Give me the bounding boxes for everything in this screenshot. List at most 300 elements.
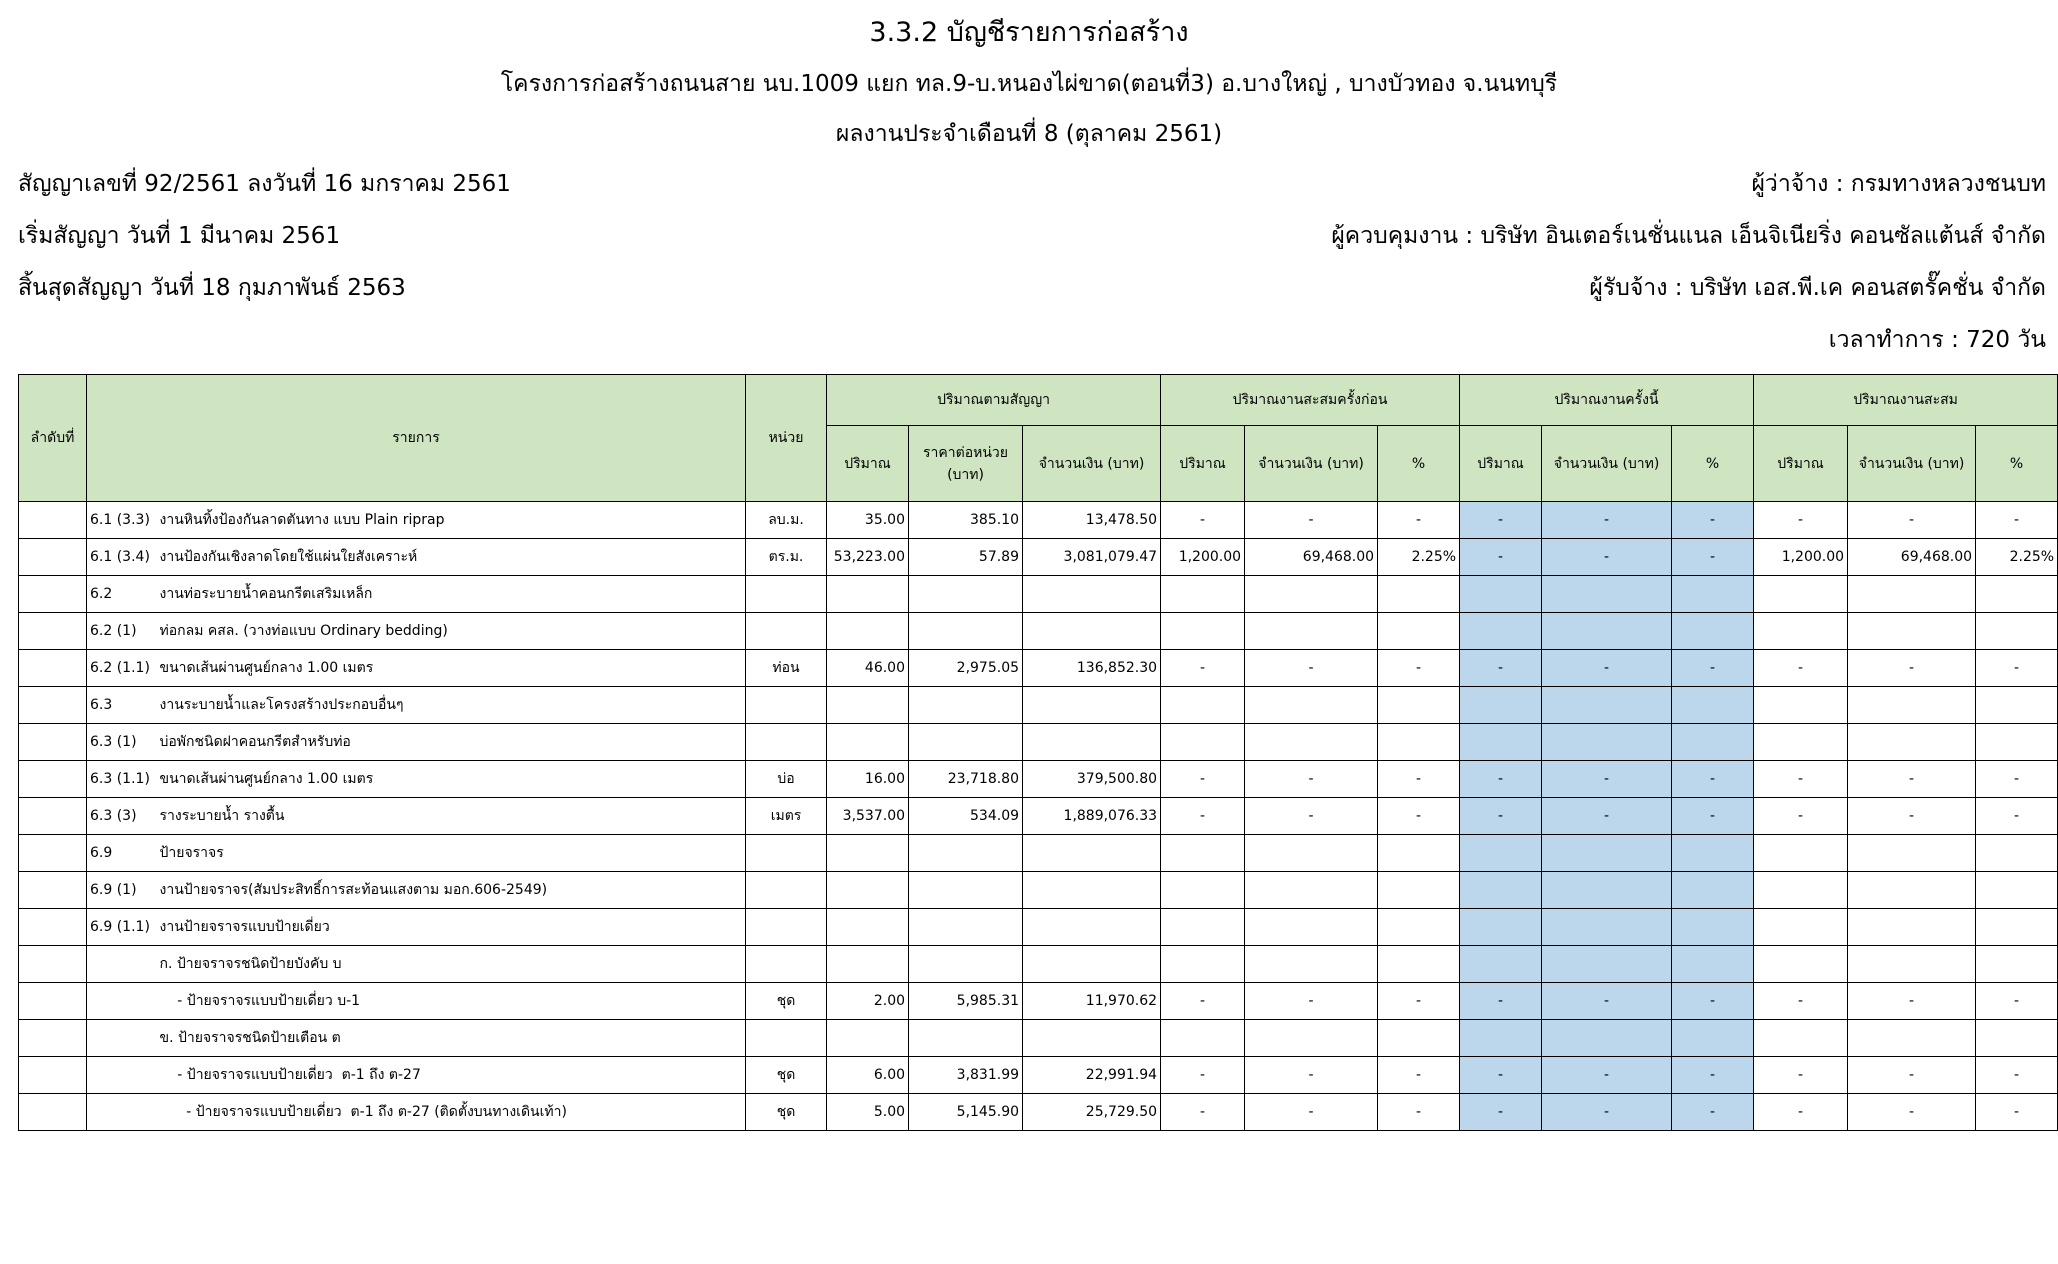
cell-s-amt (1848, 835, 1976, 872)
cell-code: 6.1 (3.4) (87, 539, 157, 576)
cell-qty (827, 872, 909, 909)
cell-c-qty (1460, 613, 1542, 650)
table-row (19, 761, 2058, 798)
cell-s-pct (1976, 872, 2058, 909)
cell-price (909, 946, 1023, 983)
cell-s-amt (1848, 872, 1976, 909)
cell-qty: 2.00 (827, 983, 909, 1020)
cell-s-qty (1754, 909, 1848, 946)
cell-unit (746, 613, 827, 650)
cell-c-amt (1542, 835, 1672, 872)
cell-c-amt (1542, 613, 1672, 650)
cell-amount: 25,729.50 (1023, 1094, 1161, 1131)
header-contract: ปริมาณตามสัญญา (827, 375, 1161, 426)
cell-p-qty (1161, 909, 1245, 946)
cell-p-qty: - (1161, 983, 1245, 1020)
cell-s-qty: 1,200.00 (1754, 539, 1848, 576)
cell-s-amt: - (1848, 650, 1976, 687)
cell-p-pct (1378, 1020, 1460, 1057)
cell-c-pct: - (1672, 1057, 1754, 1094)
cell-seq (19, 1094, 87, 1131)
cell-p-pct: 2.25% (1378, 539, 1460, 576)
cell-s-qty: - (1754, 1057, 1848, 1094)
header-unit: หน่วย (746, 375, 827, 502)
cell-p-pct: - (1378, 761, 1460, 798)
table-row (19, 576, 2058, 613)
cell-c-amt: - (1542, 502, 1672, 539)
cell-s-amt (1848, 687, 1976, 724)
cell-amount: 22,991.94 (1023, 1057, 1161, 1094)
cell-c-pct: - (1672, 539, 1754, 576)
table-row (19, 724, 2058, 761)
cell-desc: ขนาดเส้นผ่านศูนย์กลาง 1.00 เมตร (157, 650, 746, 687)
cell-code (87, 1057, 157, 1094)
cell-p-qty: 1,200.00 (1161, 539, 1245, 576)
cell-seq (19, 502, 87, 539)
table-row (19, 1094, 2058, 1131)
cell-seq (19, 798, 87, 835)
cell-seq (19, 650, 87, 687)
cell-price (909, 1020, 1023, 1057)
cell-c-qty: - (1460, 761, 1542, 798)
cell-p-amt (1245, 909, 1378, 946)
cell-p-amt: - (1245, 502, 1378, 539)
cell-unit: ชุด (746, 1057, 827, 1094)
cell-s-qty (1754, 687, 1848, 724)
cell-amount (1023, 687, 1161, 724)
cell-code: 6.9 (87, 835, 157, 872)
cell-price (909, 613, 1023, 650)
cell-unit (746, 1020, 827, 1057)
cell-price: 3,831.99 (909, 1057, 1023, 1094)
cell-seq (19, 687, 87, 724)
cell-s-pct: - (1976, 502, 2058, 539)
header-current: ปริมาณงานครั้งนี้ (1460, 375, 1754, 426)
cell-unit: เมตร (746, 798, 827, 835)
cell-p-pct: - (1378, 502, 1460, 539)
cell-s-qty (1754, 576, 1848, 613)
cell-desc: รางระบายน้ำ รางตื้น (157, 798, 746, 835)
cell-s-pct: - (1976, 983, 2058, 1020)
cell-c-pct (1672, 872, 1754, 909)
cell-price (909, 835, 1023, 872)
cell-p-amt (1245, 835, 1378, 872)
cell-desc: บ่อพักชนิดฝาคอนกรีตสำหรับท่อ (157, 724, 746, 761)
cell-c-pct: - (1672, 502, 1754, 539)
cell-unit (746, 909, 827, 946)
cell-c-pct: - (1672, 1094, 1754, 1131)
cell-qty: 6.00 (827, 1057, 909, 1094)
cell-s-pct (1976, 835, 2058, 872)
cell-unit (746, 576, 827, 613)
table-body (19, 502, 2058, 1131)
cell-s-amt: - (1848, 502, 1976, 539)
header-cumulative-qty: ปริมาณ (1754, 426, 1848, 502)
cell-desc: ข. ป้ายจราจรชนิดป้ายเตือน ต (157, 1020, 746, 1057)
cell-unit: ชุด (746, 983, 827, 1020)
cell-p-pct: - (1378, 983, 1460, 1020)
cell-s-pct (1976, 613, 2058, 650)
header-previous-qty: ปริมาณ (1161, 426, 1245, 502)
cell-c-qty (1460, 687, 1542, 724)
cell-c-pct (1672, 835, 1754, 872)
cell-code: 6.9 (1) (87, 872, 157, 909)
table-row (19, 650, 2058, 687)
table-row (19, 946, 2058, 983)
cell-s-amt: - (1848, 983, 1976, 1020)
table-row (19, 983, 2058, 1020)
cell-price (909, 872, 1023, 909)
cell-c-qty: - (1460, 539, 1542, 576)
cell-qty (827, 835, 909, 872)
cell-c-pct (1672, 909, 1754, 946)
cell-p-amt (1245, 872, 1378, 909)
cell-unit: ชุด (746, 1094, 827, 1131)
cell-p-amt (1245, 687, 1378, 724)
cell-c-qty (1460, 1020, 1542, 1057)
cell-qty (827, 946, 909, 983)
cell-p-pct: - (1378, 650, 1460, 687)
cell-c-amt: - (1542, 798, 1672, 835)
cell-p-amt (1245, 1020, 1378, 1057)
cell-qty: 35.00 (827, 502, 909, 539)
cell-p-amt (1245, 946, 1378, 983)
construction-items-table (18, 374, 2058, 1131)
cell-c-qty (1460, 946, 1542, 983)
cell-c-amt (1542, 687, 1672, 724)
cell-p-qty (1161, 687, 1245, 724)
cell-desc: - ป้ายจราจรแบบป้ายเดี่ยว ต-1 ถึง ต-27 (157, 1057, 746, 1094)
cell-s-amt (1848, 724, 1976, 761)
cell-p-pct (1378, 946, 1460, 983)
cell-qty (827, 724, 909, 761)
cell-s-qty: - (1754, 1094, 1848, 1131)
cell-code: 6.2 (87, 576, 157, 613)
cell-code (87, 983, 157, 1020)
cell-c-amt: - (1542, 1094, 1672, 1131)
cell-c-amt (1542, 724, 1672, 761)
cell-s-amt (1848, 613, 1976, 650)
cell-s-qty (1754, 835, 1848, 872)
cell-code: 6.1 (3.3) (87, 502, 157, 539)
cell-p-qty (1161, 946, 1245, 983)
cell-desc: งานระบายน้ำและโครงสร้างประกอบอื่นๆ (157, 687, 746, 724)
cell-qty (827, 576, 909, 613)
page-title: 3.3.2 บัญชีรายการก่อสร้าง (869, 17, 1189, 48)
cell-s-qty: - (1754, 650, 1848, 687)
cell-s-qty: - (1754, 502, 1848, 539)
cell-c-pct (1672, 1020, 1754, 1057)
cell-s-qty: - (1754, 798, 1848, 835)
cell-desc: งานป้องกันเชิงลาดโดยใช้แผ่นใยสังเคราะห์ (157, 539, 746, 576)
cell-qty (827, 909, 909, 946)
cell-p-amt: - (1245, 761, 1378, 798)
cell-qty: 46.00 (827, 650, 909, 687)
header-unit-price: ราคาต่อหน่วย (บาท) (909, 426, 1023, 502)
cell-p-pct (1378, 576, 1460, 613)
cell-p-qty (1161, 872, 1245, 909)
cell-c-amt (1542, 872, 1672, 909)
cell-s-qty: - (1754, 761, 1848, 798)
cell-c-qty: - (1460, 1094, 1542, 1131)
cell-p-pct (1378, 835, 1460, 872)
cell-price (909, 687, 1023, 724)
cell-seq (19, 946, 87, 983)
cell-s-amt: - (1848, 798, 1976, 835)
cell-c-pct (1672, 946, 1754, 983)
report-period: ผลงานประจำเดือนที่ 8 (ตุลาคม 2561) (835, 121, 1223, 147)
cell-p-qty: - (1161, 1057, 1245, 1094)
cell-s-amt: - (1848, 761, 1976, 798)
cell-qty: 5.00 (827, 1094, 909, 1131)
cell-code: 6.3 (87, 687, 157, 724)
cell-amount: 379,500.80 (1023, 761, 1161, 798)
cell-c-qty: - (1460, 1057, 1542, 1094)
cell-s-qty (1754, 613, 1848, 650)
header-cumulative: ปริมาณงานสะสม (1754, 375, 2058, 426)
contract-end: สิ้นสุดสัญญา วันที่ 18 กุมภาพันธ์ 2563 (18, 275, 406, 301)
cell-desc: - ป้ายจราจรแบบป้ายเดี่ยว บ-1 (157, 983, 746, 1020)
cell-s-qty: - (1754, 983, 1848, 1020)
cell-s-amt: - (1848, 1057, 1976, 1094)
cell-p-qty (1161, 724, 1245, 761)
cell-desc: งานป้ายจราจรแบบป้ายเดี่ยว (157, 909, 746, 946)
cell-c-amt: - (1542, 761, 1672, 798)
cell-code (87, 946, 157, 983)
cell-s-pct (1976, 909, 2058, 946)
cell-qty (827, 687, 909, 724)
cell-s-pct (1976, 687, 2058, 724)
contract-start: เริ่มสัญญา วันที่ 1 มีนาคม 2561 (18, 223, 341, 249)
cell-c-amt (1542, 946, 1672, 983)
cell-amount (1023, 613, 1161, 650)
cell-s-amt (1848, 946, 1976, 983)
cell-amount: 13,478.50 (1023, 502, 1161, 539)
cell-qty (827, 1020, 909, 1057)
cell-amount (1023, 872, 1161, 909)
cell-amount (1023, 909, 1161, 946)
cell-c-amt: - (1542, 650, 1672, 687)
cell-unit (746, 835, 827, 872)
cell-s-qty (1754, 724, 1848, 761)
cell-unit: ตร.ม. (746, 539, 827, 576)
table-row (19, 687, 2058, 724)
cell-seq (19, 613, 87, 650)
cell-s-qty (1754, 946, 1848, 983)
cell-seq (19, 872, 87, 909)
cell-code: 6.2 (1.1) (87, 650, 157, 687)
cell-p-qty: - (1161, 798, 1245, 835)
cell-seq (19, 539, 87, 576)
cell-p-pct (1378, 724, 1460, 761)
cell-seq (19, 983, 87, 1020)
header-current-amount: จำนวนเงิน (บาท) (1542, 426, 1672, 502)
cell-amount (1023, 946, 1161, 983)
table-row (19, 1057, 2058, 1094)
cell-p-qty: - (1161, 650, 1245, 687)
cell-p-pct: - (1378, 798, 1460, 835)
cell-price: 23,718.80 (909, 761, 1023, 798)
cell-p-qty (1161, 1020, 1245, 1057)
cell-unit: บ่อ (746, 761, 827, 798)
header-contract-amount: จำนวนเงิน (บาท) (1023, 426, 1161, 502)
cell-desc: ท่อกลม คสล. (วางท่อแบบ Ordinary bedding) (157, 613, 746, 650)
table-row (19, 613, 2058, 650)
cell-code: 6.2 (1) (87, 613, 157, 650)
cell-c-amt: - (1542, 539, 1672, 576)
cell-p-amt (1245, 576, 1378, 613)
cell-desc: - ป้ายจราจรแบบป้ายเดี่ยว ต-1 ถึง ต-27 (ติดตั้งบนทางเดินเท้า) (157, 1094, 746, 1131)
employer: ผู้ว่าจ้าง : กรมทางหลวงชนบท (1751, 171, 2046, 197)
table-row (19, 539, 2058, 576)
cell-c-qty: - (1460, 502, 1542, 539)
cell-price: 5,985.31 (909, 983, 1023, 1020)
contractor: ผู้รับจ้าง : บริษัท เอส.พี.เค คอนสตรั๊คชั่น จำกัด (1589, 275, 2046, 301)
header-previous-amount: จำนวนเงิน (บาท) (1245, 426, 1378, 502)
cell-c-qty (1460, 576, 1542, 613)
cell-s-amt (1848, 576, 1976, 613)
cell-desc: งานป้ายจราจร(สัมประสิทธิ์การสะท้อนแสงตาม มอก.606-2549) (157, 872, 746, 909)
cell-p-qty (1161, 613, 1245, 650)
cell-seq (19, 909, 87, 946)
cell-amount (1023, 1020, 1161, 1057)
cell-code (87, 1094, 157, 1131)
cell-c-qty: - (1460, 650, 1542, 687)
cell-p-qty (1161, 835, 1245, 872)
header-previous: ปริมาณงานสะสมครั้งก่อน (1161, 375, 1460, 426)
cell-s-amt (1848, 909, 1976, 946)
cell-seq (19, 835, 87, 872)
cell-price (909, 724, 1023, 761)
cell-c-qty: - (1460, 983, 1542, 1020)
cell-c-qty (1460, 835, 1542, 872)
cell-qty: 3,537.00 (827, 798, 909, 835)
cell-c-qty: - (1460, 798, 1542, 835)
cell-p-amt: - (1245, 983, 1378, 1020)
contract-number: สัญญาเลขที่ 92/2561 ลงวันที่ 16 มกราคม 2561 (18, 171, 511, 197)
cell-c-qty (1460, 909, 1542, 946)
header-cumulative-amount: จำนวนเงิน (บาท) (1848, 426, 1976, 502)
cell-p-amt (1245, 613, 1378, 650)
header-item: รายการ (87, 375, 746, 502)
table-row (19, 1020, 2058, 1057)
cell-unit (746, 687, 827, 724)
cell-s-pct: - (1976, 1094, 2058, 1131)
cell-qty: 53,223.00 (827, 539, 909, 576)
cell-c-pct (1672, 576, 1754, 613)
cell-p-amt: - (1245, 650, 1378, 687)
cell-price: 2,975.05 (909, 650, 1023, 687)
cell-c-pct: - (1672, 983, 1754, 1020)
cell-unit (746, 946, 827, 983)
cell-amount (1023, 724, 1161, 761)
cell-amount: 136,852.30 (1023, 650, 1161, 687)
cell-p-amt: - (1245, 798, 1378, 835)
cell-p-amt: - (1245, 1094, 1378, 1131)
cell-seq (19, 761, 87, 798)
cell-price: 5,145.90 (909, 1094, 1023, 1131)
cell-p-qty: - (1161, 761, 1245, 798)
cell-p-pct (1378, 613, 1460, 650)
cell-p-pct: - (1378, 1057, 1460, 1094)
cell-s-pct: - (1976, 1057, 2058, 1094)
cell-s-pct: - (1976, 798, 2058, 835)
header-seq: ลำดับที่ (19, 375, 87, 502)
cell-amount: 11,970.62 (1023, 983, 1161, 1020)
cell-desc: ขนาดเส้นผ่านศูนย์กลาง 1.00 เมตร (157, 761, 746, 798)
header-cumulative-pct: % (1976, 426, 2058, 502)
cell-s-pct (1976, 946, 2058, 983)
cell-s-amt: 69,468.00 (1848, 539, 1976, 576)
header-contract-qty: ปริมาณ (827, 426, 909, 502)
cell-code (87, 1020, 157, 1057)
cell-unit (746, 724, 827, 761)
cell-c-pct: - (1672, 650, 1754, 687)
project-name: โครงการก่อสร้างถนนสาย นบ.1009 แยก ทล.9-บ.หนองไผ่ขาด(ตอนที่3) อ.บางใหญ่ , บางบัวทอง จ.นนทบุรี (500, 71, 1558, 97)
cell-c-amt: - (1542, 983, 1672, 1020)
cell-p-pct (1378, 872, 1460, 909)
cell-c-qty (1460, 872, 1542, 909)
cell-p-qty: - (1161, 1094, 1245, 1131)
cell-p-qty (1161, 576, 1245, 613)
cell-p-amt: - (1245, 1057, 1378, 1094)
cell-price: 385.10 (909, 502, 1023, 539)
cell-s-amt (1848, 1020, 1976, 1057)
cell-c-amt (1542, 576, 1672, 613)
cell-s-pct (1976, 1020, 2058, 1057)
cell-unit: ท่อน (746, 650, 827, 687)
cell-qty (827, 613, 909, 650)
cell-seq (19, 1057, 87, 1094)
cell-p-qty: - (1161, 502, 1245, 539)
cell-s-pct (1976, 724, 2058, 761)
cell-desc: งานท่อระบายน้ำคอนกรีตเสริมเหล็ก (157, 576, 746, 613)
table-row (19, 909, 2058, 946)
cell-unit (746, 872, 827, 909)
cell-p-pct (1378, 909, 1460, 946)
table-row (19, 502, 2058, 539)
cell-code: 6.3 (3) (87, 798, 157, 835)
header-current-qty: ปริมาณ (1460, 426, 1542, 502)
cell-c-pct (1672, 687, 1754, 724)
header-previous-pct: % (1378, 426, 1460, 502)
cell-seq (19, 1020, 87, 1057)
cell-c-pct (1672, 724, 1754, 761)
cell-price: 534.09 (909, 798, 1023, 835)
header-current-pct: % (1672, 426, 1754, 502)
cell-s-pct: - (1976, 761, 2058, 798)
cell-c-pct (1672, 613, 1754, 650)
table-row (19, 835, 2058, 872)
cell-code: 6.3 (1.1) (87, 761, 157, 798)
cell-amount (1023, 576, 1161, 613)
cell-s-pct: - (1976, 650, 2058, 687)
cell-s-amt: - (1848, 1094, 1976, 1131)
cell-s-pct (1976, 576, 2058, 613)
cell-c-amt (1542, 1020, 1672, 1057)
cell-s-pct: 2.25% (1976, 539, 2058, 576)
cell-amount: 3,081,079.47 (1023, 539, 1161, 576)
cell-price: 57.89 (909, 539, 1023, 576)
cell-amount (1023, 835, 1161, 872)
cell-p-pct (1378, 687, 1460, 724)
cell-price (909, 909, 1023, 946)
cell-amount: 1,889,076.33 (1023, 798, 1161, 835)
table-row (19, 798, 2058, 835)
table-row (19, 872, 2058, 909)
cell-c-pct: - (1672, 798, 1754, 835)
cell-c-amt: - (1542, 1057, 1672, 1094)
